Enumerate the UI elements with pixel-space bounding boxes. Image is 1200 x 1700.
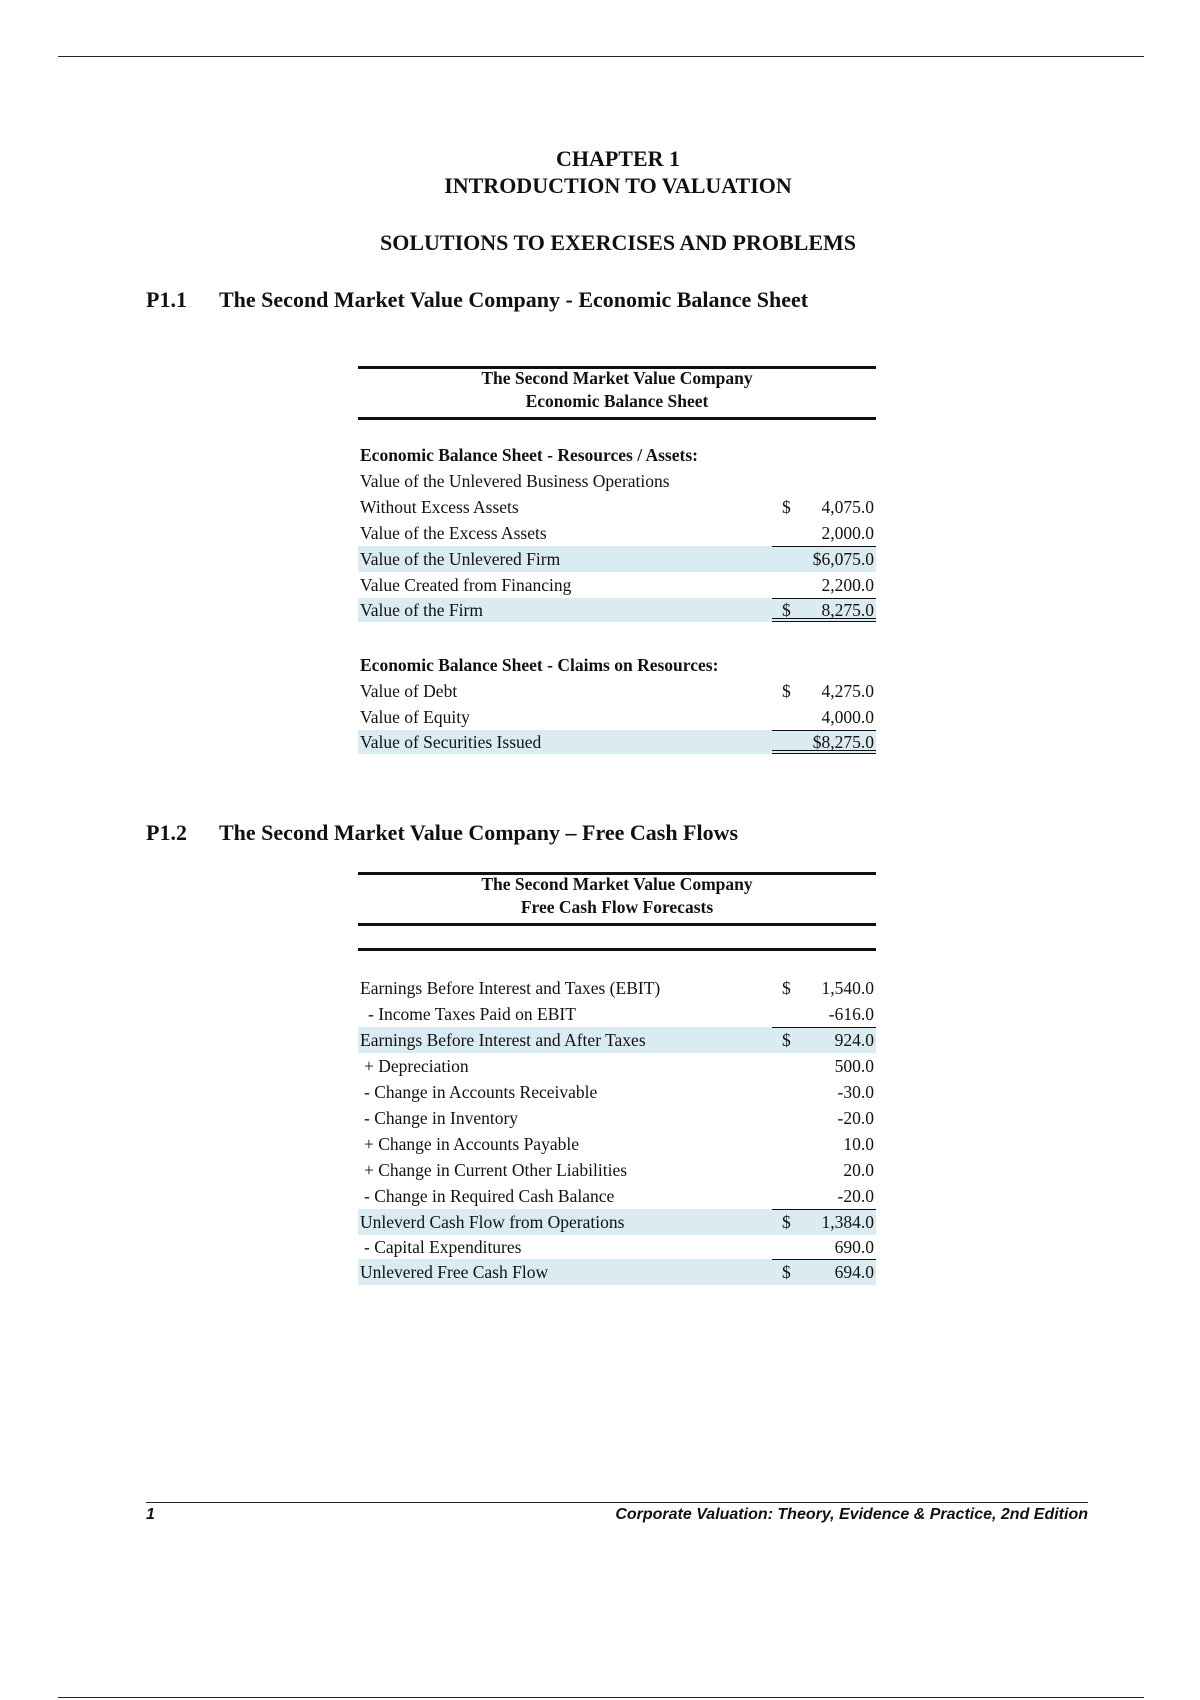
table-row <box>358 520 876 546</box>
row-label: + Depreciation <box>364 1056 469 1076</box>
row-value: 20.0 <box>843 1160 874 1180</box>
footer-rule <box>146 1502 1088 1503</box>
currency-symbol: $ <box>782 1030 791 1050</box>
row-value: 2,000.0 <box>821 523 874 543</box>
page-number: 1 <box>146 1506 155 1523</box>
assets-heading-row <box>358 442 876 468</box>
row-value: 1,540.0 <box>821 978 874 998</box>
row-label: Value of the Unlevered Firm <box>360 549 561 569</box>
row-value: 4,000.0 <box>821 707 874 727</box>
currency-symbol: $ <box>782 978 791 998</box>
top-rule <box>58 56 1144 57</box>
row-value: 1,384.0 <box>821 1212 874 1232</box>
section-title: The Second Market Value Company – Free Cash Flows <box>219 820 739 845</box>
row-label: - Change in Accounts Receivable <box>364 1082 598 1102</box>
table-header <box>358 872 876 926</box>
table-row <box>358 678 876 704</box>
assets-heading: Economic Balance Sheet - Resources / Assets: <box>360 445 698 465</box>
table-row <box>358 572 876 598</box>
table-row <box>358 1131 876 1157</box>
table-row-highlight <box>358 546 876 572</box>
table-row <box>358 1157 876 1183</box>
row-value: $8,275.0 <box>812 732 874 752</box>
row-label: - Income Taxes Paid on EBIT <box>368 1004 576 1024</box>
currency-symbol: $ <box>782 600 791 620</box>
bottom-rule <box>58 1697 1144 1698</box>
row-label: Value of Securities Issued <box>360 732 542 752</box>
header-divider <box>358 926 876 951</box>
row-value: -20.0 <box>837 1186 874 1206</box>
table-row <box>358 1001 876 1027</box>
row-label: Value of the Excess Assets <box>360 523 547 543</box>
company-name: The Second Market Value Company <box>481 368 753 388</box>
row-label: Earnings Before Interest and After Taxes <box>360 1030 646 1050</box>
row-value: -30.0 <box>837 1082 874 1102</box>
row-value: 500.0 <box>834 1056 874 1076</box>
balance-sheet-table <box>358 366 876 754</box>
table-row <box>358 704 876 730</box>
row-value: -20.0 <box>837 1108 874 1128</box>
chapter-number: CHAPTER 1 <box>555 146 681 171</box>
table-header <box>358 366 876 420</box>
table-row <box>358 468 876 494</box>
currency-symbol: $ <box>782 1262 791 1282</box>
table-row <box>358 1183 876 1209</box>
currency-symbol: $ <box>782 1212 791 1232</box>
cash-flow-table <box>358 872 876 1285</box>
row-label: Value Created from Financing <box>360 575 572 595</box>
table-row <box>358 1105 876 1131</box>
row-label: Value of Debt <box>360 681 458 701</box>
row-label: Earnings Before Interest and Taxes (EBIT) <box>360 978 661 998</box>
row-value: 8,275.0 <box>821 600 874 620</box>
section-heading-p1-2 <box>146 820 738 846</box>
table-row <box>358 1053 876 1079</box>
row-value: -616.0 <box>828 1004 874 1024</box>
row-value: 4,275.0 <box>821 681 874 701</box>
currency-symbol: $ <box>782 681 791 701</box>
claims-heading-row <box>358 652 876 678</box>
table-row <box>358 975 876 1001</box>
row-value: 690.0 <box>834 1237 874 1257</box>
row-label: Unlevered Free Cash Flow <box>360 1262 549 1282</box>
table-row-highlight <box>358 598 876 622</box>
row-label: Value of the Firm <box>360 600 483 620</box>
book-title: Corporate Valuation: Theory, Evidence & Practice, 2nd Edition <box>615 1506 1088 1523</box>
row-label: + Change in Accounts Payable <box>364 1134 579 1154</box>
row-label: Value of the Unlevered Business Operations <box>360 471 670 491</box>
row-label: Unleverd Cash Flow from Operations <box>360 1212 625 1232</box>
claims-heading: Economic Balance Sheet - Claims on Resources: <box>360 655 719 675</box>
row-value: 10.0 <box>843 1134 874 1154</box>
table-row-highlight <box>358 1259 876 1285</box>
row-label: - Change in Required Cash Balance <box>364 1186 615 1206</box>
row-label: - Capital Expenditures <box>364 1237 522 1257</box>
table-row-highlight <box>358 1027 876 1053</box>
table-row <box>358 1079 876 1105</box>
row-value: 2,200.0 <box>821 575 874 595</box>
row-value: 694.0 <box>834 1262 874 1282</box>
company-name: The Second Market Value Company <box>481 874 753 894</box>
currency-symbol: $ <box>782 497 791 517</box>
table-row-highlight <box>358 1209 876 1235</box>
table-row-highlight <box>358 730 876 754</box>
row-label: - Change in Inventory <box>364 1108 519 1128</box>
row-value: $6,075.0 <box>812 549 874 569</box>
section-heading-p1-1 <box>146 287 808 313</box>
row-label: Value of Equity <box>360 707 470 727</box>
solutions-heading: SOLUTIONS TO EXERCISES AND PROBLEMS <box>380 230 856 255</box>
row-label: + Change in Current Other Liabilities <box>364 1160 628 1180</box>
table-title: Free Cash Flow Forecasts <box>520 897 714 917</box>
row-label: Without Excess Assets <box>360 497 519 517</box>
section-number: P1.2 <box>146 820 187 845</box>
table-row <box>358 1235 876 1259</box>
table-title: Economic Balance Sheet <box>525 391 709 411</box>
section-number: P1.1 <box>146 287 187 312</box>
row-value: 4,075.0 <box>821 497 874 517</box>
table-row <box>358 494 876 520</box>
section-title: The Second Market Value Company - Economic Balance Sheet <box>219 287 809 312</box>
chapter-title: INTRODUCTION TO VALUATION <box>444 173 792 198</box>
row-value: 924.0 <box>834 1030 874 1050</box>
